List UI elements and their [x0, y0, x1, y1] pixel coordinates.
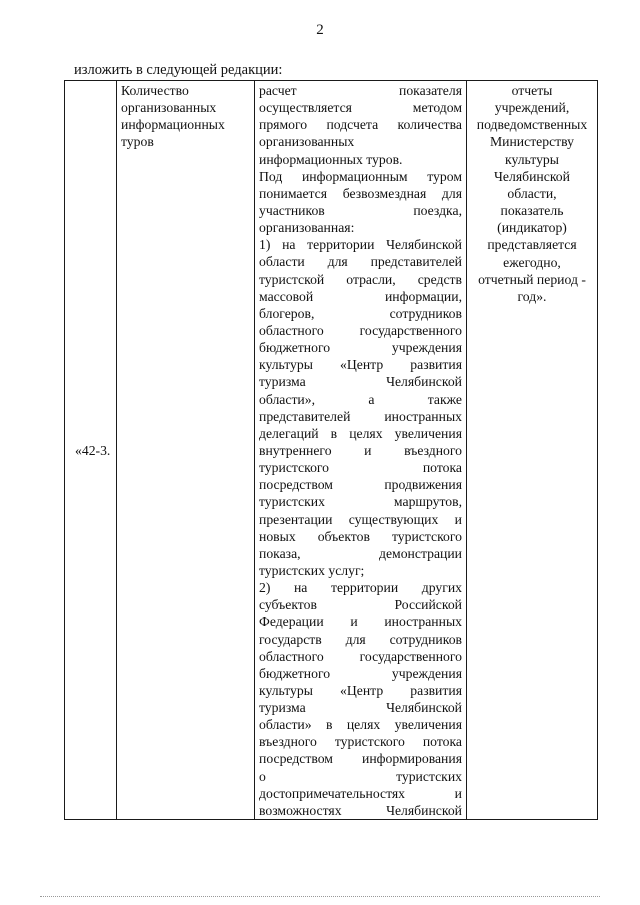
intro-text: изложить в следующей редакции: [74, 62, 283, 78]
method-line: Под информационным туром [259, 168, 462, 184]
source-line: культуры [505, 151, 559, 167]
method-line: туризма Челябинской [259, 374, 462, 390]
source-line: Челябинской [494, 168, 570, 184]
method-line: осуществляется методом [259, 100, 462, 116]
indicator-table [64, 80, 598, 820]
method-line: государств для сотрудников [259, 631, 462, 647]
source-line: (индикатор) [497, 220, 567, 236]
method-line: 2) на территории других [259, 580, 462, 596]
calculation-method [255, 81, 467, 820]
source-line: отчеты [511, 83, 553, 98]
source-line: подведомственных [476, 117, 588, 133]
method-line: представителей иностранных [259, 408, 462, 424]
method-line: Федерации и иностранных [259, 614, 462, 630]
data-source [467, 81, 598, 820]
method-line: показа, демонстрации [259, 545, 462, 561]
source-line: ежегодно, [503, 254, 561, 270]
method-line: возможностях Челябинской [259, 802, 462, 818]
method-line: культуры «Центр развития [259, 357, 462, 373]
method-line: туристских маршрутов, [259, 494, 462, 510]
row-number: «42-3. [65, 81, 117, 820]
method-line: о туристских [259, 768, 462, 784]
source-line: представляется [487, 237, 577, 253]
method-line: посредством информирования [259, 751, 462, 767]
source-line: Министерству [489, 134, 575, 150]
bottom-rule [40, 896, 600, 897]
source-line: учреждений, [494, 100, 570, 116]
method-line: культуры «Центр развития [259, 682, 462, 698]
method-line: новых объектов туристского [259, 528, 462, 544]
method-line: презентации существующих и [259, 511, 462, 527]
method-line: туризма Челябинской [259, 700, 462, 716]
method-line: туристской отрасли, средств [259, 271, 462, 287]
method-line: массовой информации, [259, 288, 462, 304]
method-line: блогеров, сотрудников [259, 305, 462, 321]
source-line: отчетный период - [478, 271, 586, 287]
method-line: бюджетного учреждения [259, 665, 462, 681]
page-number: 2 [316, 22, 324, 38]
method-line: организованная: [259, 220, 355, 236]
method-line: достопримечательностях и [259, 785, 462, 801]
method-line: прямого подсчета количества [259, 117, 462, 133]
method-line: областного государственного [259, 322, 462, 338]
method-line: бюджетного учреждения [259, 340, 462, 356]
source-line: области, [507, 185, 557, 201]
method-line: области», а также [259, 391, 462, 407]
method-line: области для представителей [259, 254, 462, 270]
method-line: внутреннего и въездного [259, 442, 462, 458]
method-line: 1) на территории Челябинской [259, 237, 462, 253]
source-line: год». [517, 288, 547, 304]
method-line: туристских услуг; [259, 562, 365, 578]
method-line: области» в целях увеличения [259, 717, 462, 733]
method-line: туристского потока [259, 460, 462, 476]
method-line: посредством продвижения [259, 477, 462, 493]
indicator-name: Количество организованных информационных туров [117, 81, 255, 820]
table-row [65, 81, 598, 820]
method-line: областного государственного [259, 648, 462, 664]
method-line: организованных [259, 134, 355, 150]
method-line: въездного туристского потока [259, 734, 462, 750]
method-line: информационных туров. [259, 151, 403, 167]
source-line: показатель [500, 203, 564, 219]
method-line: участников поездка, [259, 202, 462, 218]
method-line: понимается безвозмездная для [259, 185, 462, 201]
method-line: делегаций в целях увеличения [259, 425, 462, 441]
method-line: субъектов Российской [259, 597, 462, 613]
method-line: расчет показателя [259, 83, 462, 98]
